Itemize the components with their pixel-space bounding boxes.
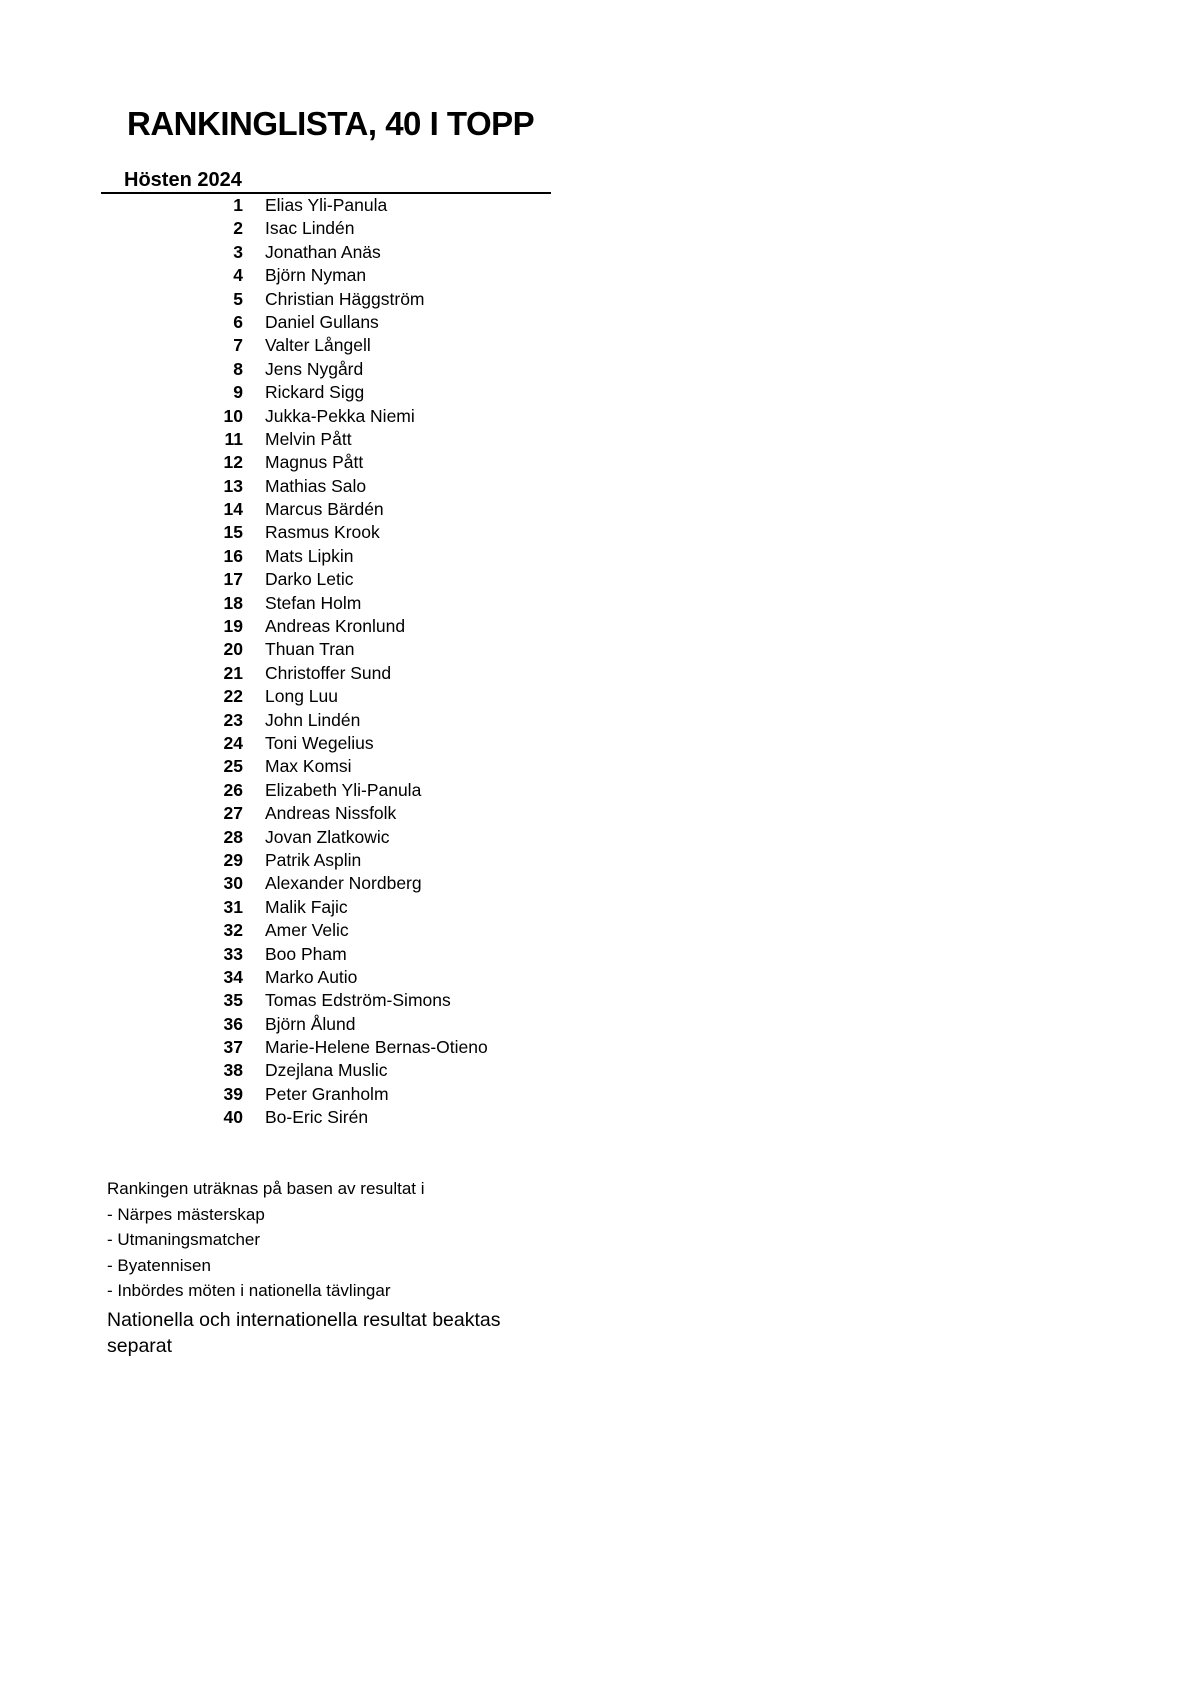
ranking-row (0, 849, 600, 872)
player-name: Jonathan Anäs (265, 241, 381, 262)
player-name: Dzejlana Muslic (265, 1060, 388, 1081)
ranking-notes (107, 1176, 667, 1359)
player-name: Elizabeth Yli-Panula (265, 779, 422, 800)
rank-number: 19 (223, 616, 243, 637)
player-name: Boo Pham (265, 943, 347, 964)
player-name: Max Komsi (265, 756, 352, 777)
player-name: Thuan Tran (265, 639, 355, 660)
note-item: - Utmaningsmatcher (107, 1230, 261, 1249)
ranking-row (0, 615, 600, 638)
ranking-row (0, 241, 600, 264)
rank-number: 5 (233, 288, 243, 309)
ranking-row (0, 896, 600, 919)
player-name: Tomas Edström-Simons (265, 990, 451, 1011)
rank-number: 9 (233, 382, 243, 403)
player-name: Valter Långell (265, 335, 371, 356)
player-name: Daniel Gullans (265, 311, 379, 332)
rank-number: 2 (233, 218, 243, 239)
player-name: Long Luu (265, 686, 338, 707)
ranking-row (0, 1106, 600, 1129)
ranking-row (0, 405, 600, 428)
ranking-row (0, 685, 600, 708)
player-name: Mathias Salo (265, 475, 367, 496)
rank-number: 27 (223, 803, 243, 824)
player-name: Stefan Holm (265, 592, 362, 613)
ranking-row (0, 1059, 600, 1082)
ranking-row (0, 381, 600, 404)
note-item: - Byatennisen (107, 1255, 211, 1275)
player-name: Björn Nyman (265, 265, 367, 286)
rank-number: 34 (223, 966, 243, 987)
page-title: RANKINGLISTA, 40 I TOPP (127, 105, 535, 142)
note-item: - Närpes mästerskap (107, 1204, 265, 1224)
rank-number: 22 (223, 686, 243, 707)
player-name: Bo-Eric Sirén (265, 1107, 369, 1128)
ranking-row (0, 521, 600, 544)
rank-number: 26 (223, 779, 243, 800)
rank-number: 29 (223, 849, 243, 870)
player-name: Marko Autio (265, 966, 358, 987)
rank-number: 23 (223, 709, 243, 730)
ranking-row (0, 638, 600, 661)
player-name: Isac Lindén (265, 218, 355, 239)
ranking-row (0, 334, 600, 357)
player-name: Elias Yli-Panula (265, 195, 388, 215)
ranking-row (0, 1036, 600, 1059)
rank-number: 4 (233, 265, 243, 286)
rank-number: 38 (223, 1060, 243, 1081)
player-name: Marcus Bärdén (265, 499, 384, 520)
rank-number: 3 (233, 241, 243, 262)
player-name: Amer Velic (265, 920, 349, 941)
ranking-row (0, 919, 600, 942)
player-name: Jovan Zlatkowic (265, 826, 390, 847)
rank-number: 1 (233, 195, 243, 215)
ranking-row (0, 966, 600, 989)
rank-number: 31 (223, 896, 243, 917)
rank-number: 6 (233, 311, 243, 332)
rank-number: 10 (223, 405, 243, 426)
player-name: Peter Granholm (265, 1083, 389, 1104)
rank-number: 30 (223, 873, 243, 894)
ranking-row (0, 1013, 600, 1036)
player-name: Malik Fajic (265, 896, 348, 917)
player-name: Toni Wegelius (265, 732, 374, 753)
player-name: Darko Letic (265, 569, 354, 590)
rank-number: 11 (224, 428, 243, 449)
player-name: Magnus Pått (265, 452, 364, 473)
player-name: Marie-Helene Bernas-Otieno (265, 1037, 488, 1058)
rank-number: 24 (223, 732, 243, 753)
rank-number: 14 (223, 499, 243, 520)
ranking-row (0, 755, 600, 778)
ranking-row (0, 872, 600, 895)
note-item: - Inbördes möten i nationella tävlingar (107, 1281, 391, 1300)
rank-number: 7 (233, 335, 243, 356)
notes-footer: Nationella och internationella resultat beaktas separat (107, 1308, 501, 1357)
ranking-row (0, 475, 600, 498)
rank-number: 37 (223, 1037, 243, 1058)
rank-number: 35 (223, 990, 243, 1011)
player-name: Mats Lipkin (265, 545, 354, 566)
ranking-row (0, 732, 600, 755)
notes-intro: Rankingen uträknas på basen av resultat i (107, 1179, 425, 1198)
player-name: Rickard Sigg (265, 382, 365, 403)
ranking-row (0, 568, 600, 591)
rank-number: 8 (233, 358, 243, 379)
rank-number: 28 (223, 826, 243, 847)
player-name: Rasmus Krook (265, 522, 380, 543)
ranking-row (0, 989, 600, 1012)
rank-number: 20 (223, 639, 243, 660)
ranking-row (0, 358, 600, 381)
rank-number: 15 (223, 522, 243, 543)
ranking-row (0, 428, 600, 451)
player-name: John Lindén (265, 709, 361, 730)
ranking-list (0, 194, 600, 1130)
player-name: Andreas Kronlund (265, 616, 406, 637)
player-name: Melvin Pått (265, 428, 352, 449)
ranking-row (0, 709, 600, 732)
player-name: Jukka-Pekka Niemi (265, 405, 415, 426)
ranking-row (0, 1083, 600, 1106)
rank-number: 32 (223, 920, 243, 941)
rank-number: 25 (223, 756, 243, 777)
ranking-row (0, 217, 600, 240)
ranking-row (0, 943, 600, 966)
rank-number: 16 (223, 545, 243, 566)
rank-number: 33 (223, 943, 243, 964)
player-name: Jens Nygård (265, 358, 364, 379)
player-name: Björn Ålund (265, 1013, 356, 1034)
player-name: Christoffer Sund (265, 662, 392, 683)
ranking-row (0, 662, 600, 685)
rank-number: 18 (223, 592, 243, 613)
ranking-row (0, 264, 600, 287)
rank-number: 13 (223, 475, 243, 496)
rank-number: 12 (223, 452, 243, 473)
ranking-row (0, 545, 600, 568)
rank-number: 36 (223, 1013, 243, 1034)
player-name: Patrik Asplin (265, 849, 362, 870)
ranking-row (0, 498, 600, 521)
player-name: Alexander Nordberg (265, 873, 422, 894)
player-name: Andreas Nissfolk (265, 803, 397, 824)
season-heading: Hösten 2024 (124, 169, 242, 191)
ranking-row (0, 451, 600, 474)
ranking-row (0, 826, 600, 849)
ranking-row (0, 194, 600, 217)
rank-number: 39 (223, 1083, 243, 1104)
rank-number: 21 (223, 662, 243, 683)
ranking-row (0, 311, 600, 334)
rank-number: 40 (223, 1107, 243, 1128)
ranking-row (0, 802, 600, 825)
ranking-row (0, 288, 600, 311)
player-name: Christian Häggström (265, 288, 425, 309)
ranking-row (0, 592, 600, 615)
rank-number: 17 (223, 569, 243, 590)
ranking-row (0, 779, 600, 802)
